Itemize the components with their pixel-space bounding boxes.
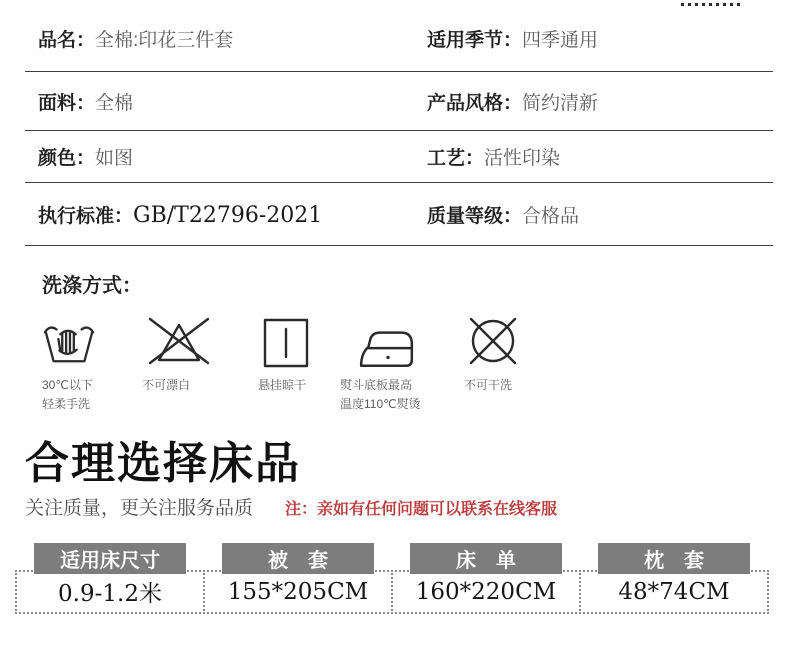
spec-cell-style [400,88,773,115]
washing-section [0,246,790,414]
spec-label: 面料： [38,92,96,114]
wash-item-iron [340,311,452,414]
size-value: 160*220CM [415,578,557,605]
spec-value: 四季通用 [522,30,599,51]
spec-row-3 [25,131,773,183]
spec-value: 活性印染 [484,148,561,169]
wash-item-label: 不可漂白 [142,378,191,392]
size-col-duvet-cover [203,543,393,614]
washing-title: 洗涤方式： [42,275,142,297]
spec-label: 适用季节： [427,30,523,51]
washing-icons-row [42,311,790,414]
spec-label: 品名： [38,30,96,51]
spec-value: GB/T22796-2021 [133,202,323,228]
spec-label: 颜色： [38,148,96,169]
no-dry-clean-icon [464,311,556,369]
wash-item-label: 30℃以下 轻柔手洗 [42,378,93,412]
size-col-bed-size [15,543,205,614]
size-header: 枕 套 [598,543,750,574]
size-header: 适用床尺寸 [34,543,186,574]
hang-dry-icon [258,311,330,369]
size-cell [203,570,393,614]
iron-max-110-icon [340,311,452,369]
size-value: 0.9-1.2米 [58,581,162,608]
promo-section [0,414,790,519]
spec-value: 简约清新 [522,92,599,114]
promo-title: 合理选择床品 [25,439,301,489]
spec-cell-standard [25,201,400,228]
spec-row-2 [25,72,773,131]
spec-row-1 [25,6,773,72]
size-header: 床 单 [410,543,562,574]
size-col-bed-sheet [391,543,581,614]
spec-cell-grade [400,201,773,228]
spec-value: 合格品 [522,205,580,227]
spec-cell-product-name [25,25,400,52]
spec-cell-color [25,143,400,170]
spec-cell-fabric [25,88,400,115]
size-value: 155*205CM [227,578,369,605]
wash-item-hang-dry [258,311,330,414]
spec-value: 全棉:印花三件套 [95,30,234,51]
wash-item-label: 悬挂晾干 [258,378,307,392]
product-spec-table [25,0,773,246]
dots-decoration [681,3,740,6]
promo-note: 注：亲如有任何问题可以联系在线客服 [285,500,558,518]
spec-cell-craft [400,143,773,170]
spec-value: 全棉 [95,92,134,114]
wash-item-label: 不可干洗 [464,378,513,392]
size-value: 48*74CM [618,578,730,605]
spec-label: 产品风格： [427,92,523,114]
spec-label: 执行标准： [38,205,134,227]
size-cell [391,570,581,614]
wash-item-no-bleach [142,311,226,414]
size-cell [579,570,769,614]
size-col-pillowcase [579,543,769,614]
size-header: 被 套 [222,543,374,574]
promo-subtitle: 关注质量，更关注服务品质 [25,497,254,519]
size-cell [15,570,205,614]
wash-item-hand-wash [42,311,122,414]
wash-item-label: 熨斗底板最高 温度110℃熨烫 [340,378,421,412]
spec-cell-season [400,25,773,52]
spec-label: 工艺： [427,148,485,169]
hand-wash-icon [42,311,122,369]
promo-subtitle-row [25,493,790,520]
wash-item-no-dry-clean [464,311,556,414]
spec-row-4 [25,183,773,246]
no-bleach-icon [142,311,226,369]
spec-value: 如图 [95,148,134,169]
spec-label: 质量等级： [427,205,523,227]
size-table [15,543,775,614]
